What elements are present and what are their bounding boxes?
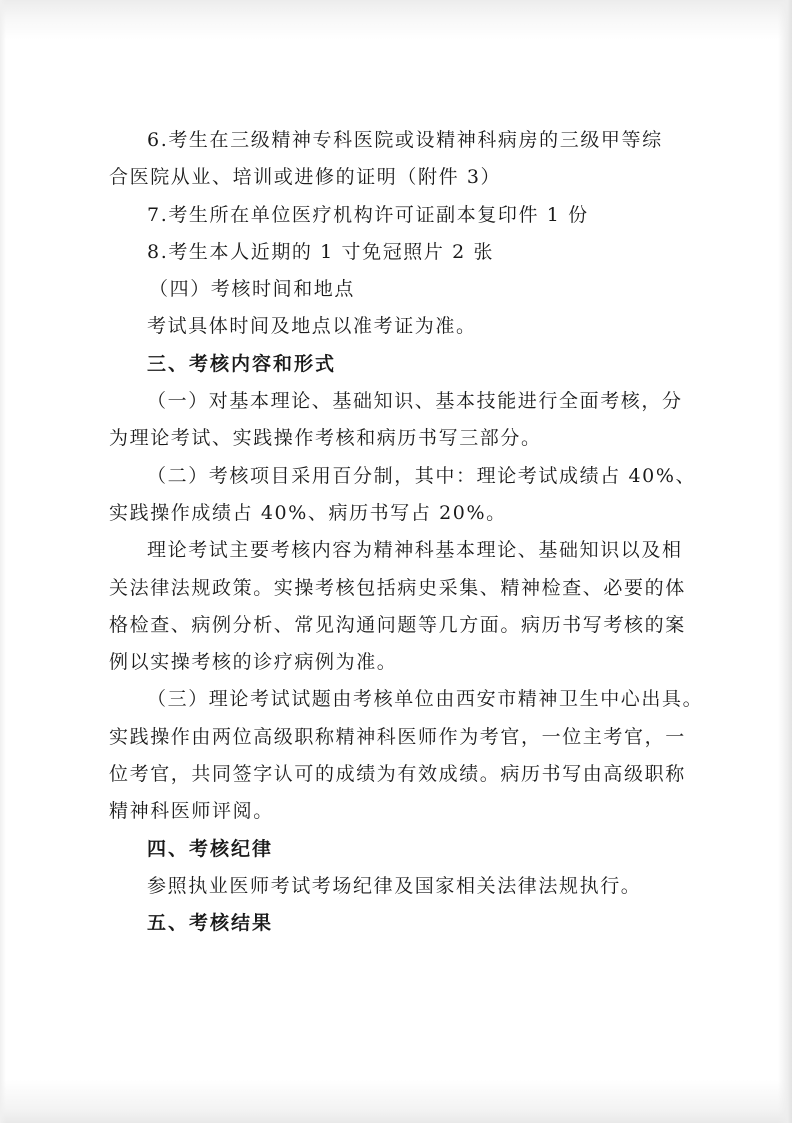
scan-shadow-left: [0, 0, 6, 1123]
section-3-para-4-line-3: 位考官，共同签字认可的成绩为有效成绩。病历书写由高级职称: [109, 763, 686, 786]
item-6-line-1: 6.考生在三级精神专科医院或设精神科病房的三级甲等综: [147, 129, 663, 151]
section-3-para-2-line-1: （二）考核项目采用百分制，其中：理论考试成绩占 40%、: [147, 464, 697, 487]
section-3-para-1-line-1: （一）对基本理论、基础知识、基本技能进行全面考核，分: [147, 390, 683, 413]
item-8: 8.考生本人近期的 1 寸免冠照片 2 张: [147, 240, 495, 263]
section-3-para-1-line-2: 为理论考试、实践操作考核和病历书写三部分。: [109, 427, 542, 450]
item-6-line-2: 合医院从业、培训或进修的证明（附件 3）: [109, 166, 502, 189]
scan-shadow-right: [778, 0, 792, 1123]
section-4-title: 四、考核纪律: [147, 837, 274, 860]
subsection-4-title: （四）考核时间和地点: [149, 278, 356, 301]
section-4-paragraph: 参照执业医师考试考场纪律及国家相关法律法规执行。: [147, 874, 642, 897]
section-3-para-3-line-3: 格检查、病例分析、常见沟通问题等几方面。病历书写考核的案: [109, 613, 686, 636]
section-3-para-3-line-1: 理论考试主要考核内容为精神科基本理论、基础知识以及相: [147, 539, 683, 562]
section-3-para-4-line-2: 实践操作由两位高级职称精神科医师作为考官，一位主考官，一: [109, 725, 686, 748]
exam-time-paragraph: 考试具体时间及地点以准考证为准。: [147, 315, 477, 338]
section-3-para-2-line-2: 实践操作成绩占 40%、病历书写占 20%。: [109, 501, 507, 524]
section-3-title: 三、考核内容和形式: [147, 352, 337, 375]
section-3-para-3-line-2: 关法律法规政策。实操考核包括病史采集、精神检查、必要的体: [109, 576, 686, 599]
item-7: 7.考生所在单位医疗机构许可证副本复印件 1 份: [147, 203, 589, 226]
document-body: [109, 122, 704, 943]
section-5-title: 五、考核结果: [147, 912, 274, 935]
section-3-para-3-line-4: 例以实操考核的诊疗病例为准。: [109, 651, 398, 674]
section-3-para-4-line-1: （三）理论考试试题由考核单位由西安市精神卫生中心出具。: [147, 688, 704, 711]
section-3-para-4-line-4: 精神科医师评阅。: [109, 800, 274, 823]
